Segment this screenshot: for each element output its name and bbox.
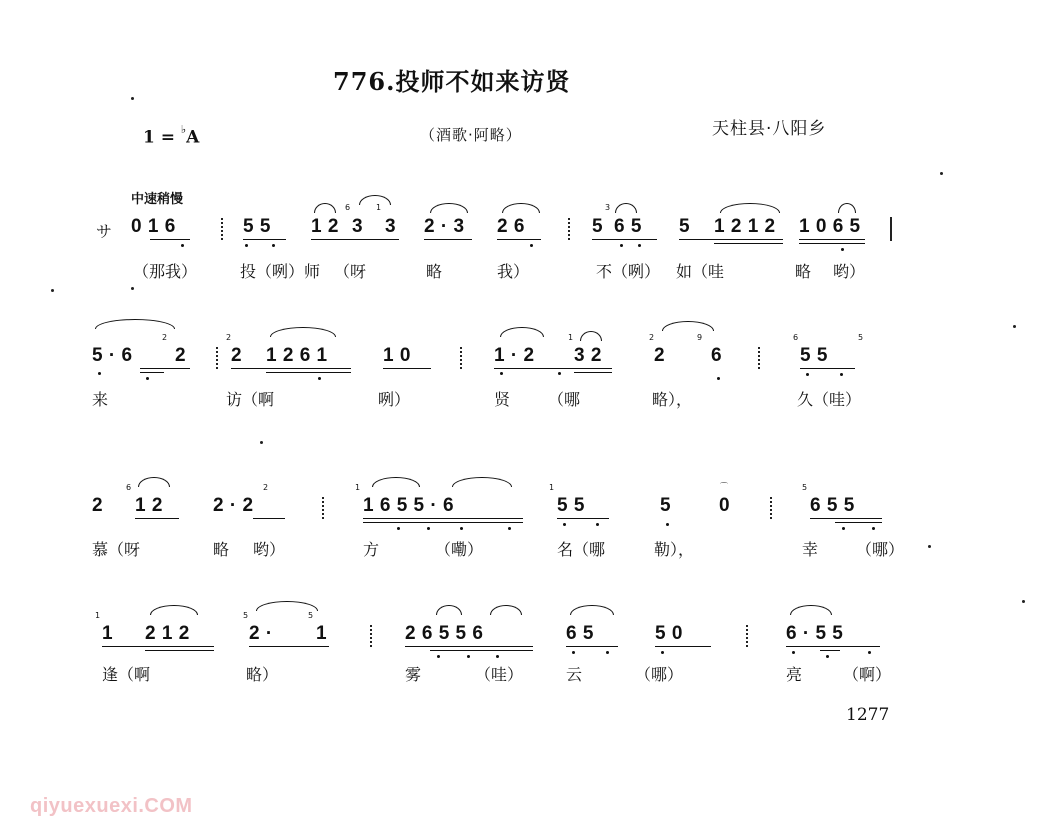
notation-group: 5 5 — [243, 216, 271, 237]
genre-label: （酒歌·阿略） — [420, 126, 522, 144]
bar-line — [370, 625, 372, 647]
lyric-text: 贤 — [494, 390, 511, 409]
bar-line — [322, 497, 324, 519]
beam-line — [557, 518, 609, 519]
octave-dot — [460, 527, 463, 530]
beam-line — [494, 368, 612, 369]
slur-mark — [452, 477, 512, 487]
notation-note: 3 — [385, 216, 397, 237]
octave-dot — [606, 651, 609, 654]
song-title: 776.投师不如来访贤 — [333, 67, 571, 96]
notation-group: 1 · 2 — [494, 345, 535, 366]
tempo-marking: 中速稍慢 — [131, 192, 184, 207]
lyric-text: 幸 — [802, 540, 819, 559]
grace-note: 1 — [355, 483, 361, 492]
grace-note: 3 — [605, 203, 611, 212]
notation-group: 3 2 — [574, 345, 602, 366]
beam-line — [363, 522, 523, 523]
lyric-text: （哇） — [475, 665, 524, 684]
beam-line — [810, 518, 882, 519]
grace-note: 5 — [858, 333, 864, 342]
lyric-text: 不（咧） — [596, 262, 661, 281]
grace-note: 2 — [649, 333, 655, 342]
beam-line — [383, 368, 431, 369]
notation-note: 2 — [654, 345, 666, 366]
octave-dot — [500, 372, 503, 375]
notation-group: 2 6 5 5 6 — [405, 623, 484, 644]
notation-group: 1 2 1 2 — [714, 216, 776, 237]
slur-mark — [430, 203, 468, 213]
scan-speck — [928, 545, 931, 548]
slur-mark — [314, 203, 336, 213]
notation-note: 5 — [660, 495, 672, 516]
beam-line — [574, 372, 612, 373]
octave-dot — [530, 244, 533, 247]
grace-note: 1 — [376, 203, 382, 212]
octave-dot — [717, 377, 720, 380]
slur-mark — [662, 321, 714, 331]
notation-group: 1 2 — [311, 216, 339, 237]
octave-dot — [558, 372, 561, 375]
grace-note: 5 — [802, 483, 808, 492]
grace-note: 6 — [793, 333, 799, 342]
notation-group: 2 1 2 — [145, 623, 190, 644]
lyric-text: 我） — [497, 262, 530, 281]
beam-line — [140, 372, 164, 373]
grace-note: 1 — [95, 611, 101, 620]
slur-mark — [502, 203, 540, 213]
octave-dot — [872, 527, 875, 530]
octave-dot — [181, 244, 184, 247]
notation-group: 6 5 — [614, 216, 642, 237]
key-signature — [143, 123, 200, 148]
notation-note: 5 — [592, 216, 604, 237]
octave-dot — [146, 377, 149, 380]
slur-mark — [372, 477, 420, 487]
grace-note: 1 — [568, 333, 574, 342]
octave-dot — [397, 527, 400, 530]
scan-speck — [131, 287, 134, 290]
lyric-text: 略）， — [652, 390, 693, 409]
scan-speck — [1022, 600, 1025, 603]
notation-group: 1 2 6 1 — [266, 345, 328, 366]
region-label: 天柱县·八阳乡 — [712, 119, 827, 139]
lyric-text: 投（咧）师 — [240, 262, 321, 281]
slur-mark — [359, 195, 391, 205]
lyric-text: 略 — [213, 540, 230, 559]
notation-group: 0 1 6 — [131, 216, 176, 237]
lyric-text: 方 — [363, 540, 380, 559]
lyric-text: 久（哇） — [797, 390, 862, 409]
notation-group: 5 5 — [557, 495, 585, 516]
lyric-text: 略 — [795, 262, 812, 281]
lyric-text: （哪） — [635, 665, 684, 684]
notation-group: 6 5 5 — [810, 495, 855, 516]
beam-line — [150, 239, 190, 240]
notation-note: 3 — [352, 216, 364, 237]
free-meter-sign: サ — [96, 222, 113, 241]
page-number: 1277 — [846, 705, 890, 725]
octave-dot — [596, 523, 599, 526]
notation-group: 6 · 5 5 — [786, 623, 844, 644]
octave-dot — [666, 523, 669, 526]
notation-note: 1 — [316, 623, 328, 644]
beam-line — [799, 239, 865, 240]
octave-dot — [840, 373, 843, 376]
notation-note: 2 — [175, 345, 187, 366]
octave-dot — [272, 244, 275, 247]
beam-line — [430, 650, 533, 651]
notation-note: 0 — [719, 495, 731, 516]
slur-mark — [615, 203, 637, 213]
notation-note: 5 — [679, 216, 691, 237]
beam-line — [679, 239, 783, 240]
beam-line — [835, 522, 882, 523]
beam-line — [243, 239, 286, 240]
slur-mark — [150, 605, 198, 615]
bar-line — [216, 347, 218, 369]
grace-note: 1 — [549, 483, 555, 492]
octave-dot — [620, 244, 623, 247]
lyric-text: 访（啊 — [226, 390, 275, 409]
lyric-text: 略 — [426, 262, 443, 281]
octave-dot — [841, 248, 844, 251]
flat-sign: ♭ — [180, 123, 187, 136]
slur-mark — [95, 319, 175, 329]
octave-dot — [508, 527, 511, 530]
notation-group: 5 0 — [655, 623, 683, 644]
lyric-text: 雾 — [405, 665, 422, 684]
octave-dot — [868, 651, 871, 654]
lyric-text: 哟） — [253, 540, 286, 559]
beam-line — [592, 239, 657, 240]
notation-group: 1 0 — [383, 345, 411, 366]
lyric-text: 咧） — [378, 390, 411, 409]
notation-group: 5 · 6 — [92, 345, 133, 366]
beam-line — [405, 646, 533, 647]
slur-mark — [790, 605, 832, 615]
beam-line — [135, 518, 179, 519]
notation-note: 1 — [102, 623, 114, 644]
octave-dot — [572, 651, 575, 654]
octave-dot — [245, 244, 248, 247]
beam-line — [140, 368, 190, 369]
octave-dot — [427, 527, 430, 530]
beam-line — [655, 646, 711, 647]
notation-group: 2 6 — [497, 216, 525, 237]
slur-mark — [270, 327, 336, 337]
octave-dot — [826, 655, 829, 658]
beam-line — [820, 650, 840, 651]
lyric-text: 来 — [92, 390, 109, 409]
octave-dot — [496, 655, 499, 658]
grace-note: 9 — [697, 333, 703, 342]
octave-dot — [792, 651, 795, 654]
beam-line — [424, 239, 472, 240]
scan-speck — [51, 289, 54, 292]
lyric-text: 逢（啊 — [102, 665, 151, 684]
grace-note: 2 — [263, 483, 269, 492]
notation-group: 2 · — [249, 623, 273, 644]
slur-mark — [138, 477, 170, 487]
notation-group: 2 · 3 — [424, 216, 465, 237]
lyric-text: （哪） — [856, 540, 905, 559]
beam-line — [145, 650, 214, 651]
grace-note: 2 — [162, 333, 168, 342]
lyric-text: （呀 — [334, 262, 367, 281]
watermark-text: qiyuexuexi.COM — [30, 795, 193, 817]
octave-dot — [563, 523, 566, 526]
lyric-text: 略） — [246, 665, 279, 684]
octave-dot — [806, 373, 809, 376]
scan-speck — [131, 97, 134, 100]
notation-group: 1 6 5 5 · 6 — [363, 495, 455, 516]
lyric-text: 慕（呀 — [92, 540, 141, 559]
beam-line — [249, 646, 329, 647]
octave-dot — [842, 527, 845, 530]
notation-group: 1 0 6 5 — [799, 216, 861, 237]
notation-note: 2 — [92, 495, 104, 516]
lyric-text: （那我） — [133, 262, 198, 281]
lyric-text: （哪 — [548, 390, 581, 409]
octave-dot — [437, 655, 440, 658]
grace-note: 5 — [243, 611, 249, 620]
notation-note: 6 — [711, 345, 723, 366]
beam-line — [799, 243, 865, 244]
octave-dot — [318, 377, 321, 380]
bar-line — [221, 218, 223, 240]
scan-speck — [940, 172, 943, 175]
beam-line — [363, 518, 523, 519]
beam-line — [102, 646, 214, 647]
bar-line — [460, 347, 462, 369]
key-note: A — [186, 127, 200, 148]
slur-mark — [256, 601, 318, 611]
beam-line — [800, 368, 855, 369]
bar-line — [746, 625, 748, 647]
bar-line — [758, 347, 760, 369]
slur-mark — [500, 327, 544, 337]
notation-group: 2 · 2 — [213, 495, 254, 516]
slur-mark — [720, 203, 780, 213]
lyric-text: 名（哪 — [557, 540, 606, 559]
lyric-text: 亮 — [786, 665, 803, 684]
lyric-text: 云 — [566, 665, 583, 684]
slur-mark — [580, 331, 602, 341]
notation-group: 5 5 — [800, 345, 828, 366]
key-label: 1 = — [143, 127, 181, 148]
bar-line — [890, 217, 892, 241]
grace-note: 5 — [308, 611, 314, 620]
scan-speck — [260, 441, 263, 444]
slur-mark — [570, 605, 614, 615]
lyric-text: 如（哇 — [676, 262, 725, 281]
beam-line — [566, 646, 618, 647]
lyric-text: 勒）， — [654, 540, 695, 559]
bar-line — [568, 218, 570, 240]
lyric-text: 哟） — [833, 262, 866, 281]
beam-line — [714, 243, 783, 244]
octave-dot — [467, 655, 470, 658]
lyric-text: （嘞） — [435, 540, 484, 559]
octave-dot — [661, 651, 664, 654]
notation-group: 1 2 — [135, 495, 163, 516]
notation-note: 2 — [231, 345, 243, 366]
fermata-mark: ⌒ — [720, 482, 728, 491]
octave-dot — [98, 372, 101, 375]
beam-line — [786, 646, 880, 647]
scan-speck — [1013, 325, 1016, 328]
grace-note: 6 — [345, 203, 351, 212]
beam-line — [253, 518, 285, 519]
beam-line — [311, 239, 399, 240]
octave-dot — [638, 244, 641, 247]
beam-line — [497, 239, 541, 240]
slur-mark — [436, 605, 462, 615]
beam-line — [266, 372, 351, 373]
beam-line — [231, 368, 351, 369]
notation-group: 6 5 — [566, 623, 594, 644]
grace-note: 2 — [226, 333, 232, 342]
bar-line — [770, 497, 772, 519]
slur-mark — [490, 605, 522, 615]
lyric-text: （啊） — [843, 665, 892, 684]
grace-note: 6 — [126, 483, 132, 492]
slur-mark — [838, 203, 856, 213]
